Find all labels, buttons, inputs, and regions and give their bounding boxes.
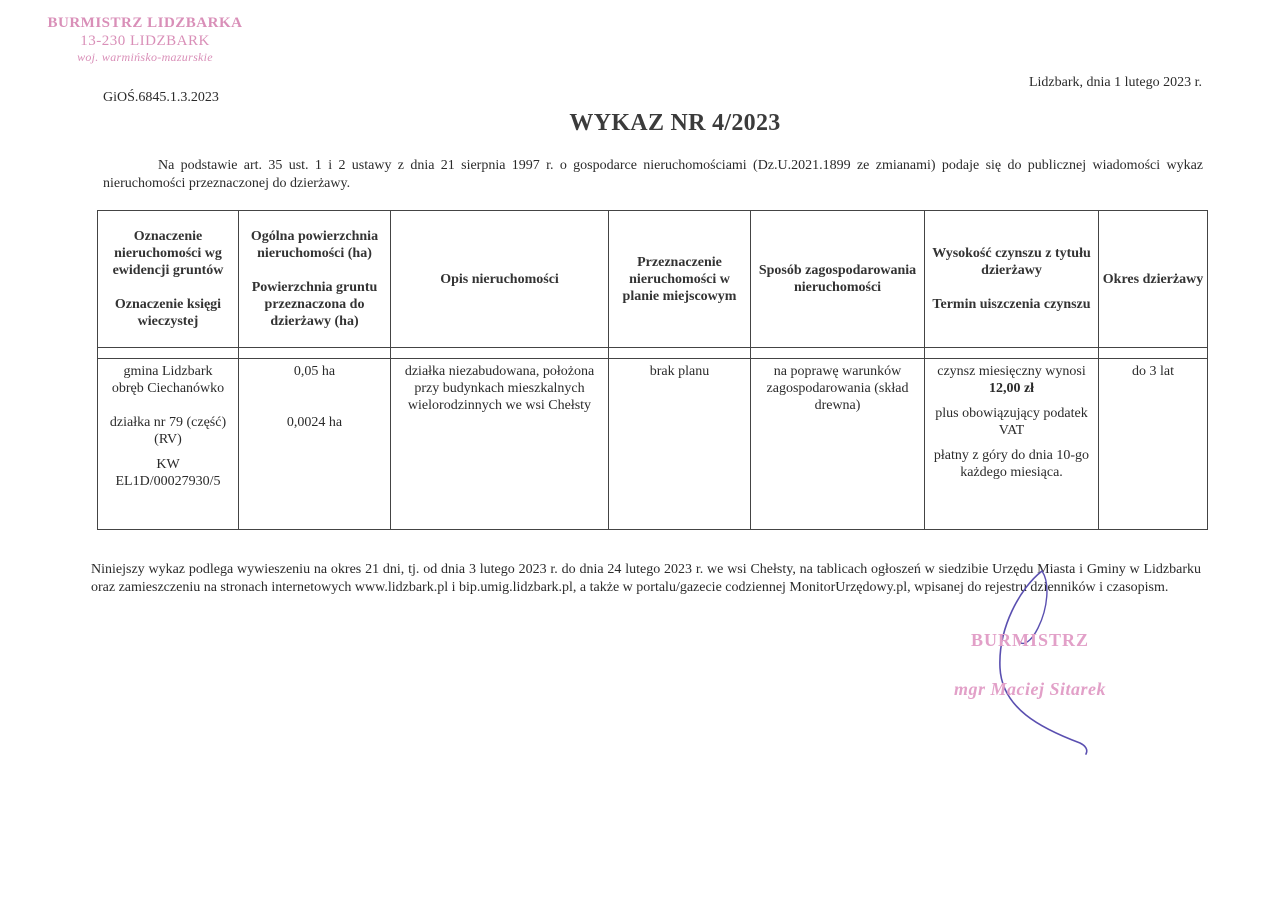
header-lease-period: Okres dzierżawy	[1099, 211, 1208, 348]
stamp-line-2: 13-230 LIDZBARK	[80, 33, 210, 49]
cell-description: działka niezabudowana, położona przy budynkach mieszkalnych wielorodzinnych we wsi Chełsty	[391, 359, 609, 530]
signature-stamp	[930, 630, 1130, 700]
cell-plan-purpose: brak planu	[609, 359, 751, 530]
cell-kw-label: KW	[156, 457, 180, 472]
cell-lease-period: do 3 lat	[1099, 359, 1208, 530]
header-cell-area	[239, 211, 391, 348]
header-lease-area: Powierzchnia gruntu przeznaczona do dzierżawy (ha)	[251, 280, 378, 329]
signatory-role: BURMISTRZ	[970, 630, 1090, 650]
document-title: WYKAZ NR 4/2023	[569, 110, 781, 136]
header-cell-land-designation	[98, 211, 239, 348]
stamp-line-1: BURMISTRZ LIDZBARKA	[47, 15, 243, 31]
table-row	[98, 359, 1208, 530]
table-spacer-row	[98, 348, 1208, 359]
cell-rent-vat: plus obowiązujący podatek VAT	[935, 406, 1088, 438]
cell-lease-area: 0,0024 ha	[286, 415, 343, 430]
cell-kw-number: EL1D/00027930/5	[115, 474, 221, 489]
cell-total-area: 0,05 ha	[293, 364, 336, 379]
stamp-line-3: woj. warmińsko-mazurskie	[77, 50, 213, 64]
header-land-use: Sposób zagospodarowania nieruchomości	[751, 211, 925, 348]
header-total-area: Ogólna powierzchnia nieruchomości (ha)	[250, 229, 379, 261]
intro-paragraph: Na podstawie art. 35 ust. 1 i 2 ustawy z dnia 21 sierpnia 1997 r. o gospodarce nieruchomościami (Dz.U.2021.1899 ze zmianami) podaje się do publicznej wiadomości wykaz nieruchomości przeznaczonej do dzierżawy.	[103, 158, 1203, 191]
property-table	[97, 210, 1208, 530]
header-plan-purpose: Przeznaczenie nieruchomości w planie miejscowym	[609, 211, 751, 348]
place-date: Lidzbark, dnia 1 lutego 2023 r.	[1028, 75, 1202, 90]
cell-rent-label: czynsz miesięczny wynosi	[937, 364, 1086, 379]
signatory-name: mgr Maciej Sitarek	[954, 679, 1106, 699]
cell-parcel: działka nr 79 (część) (RV)	[109, 415, 227, 447]
header-rent-deadline: Termin uiszczenia czynszu	[932, 297, 1091, 312]
header-land-registry: Oznaczenie nieruchomości wg ewidencji gruntów	[112, 229, 224, 278]
reference-number: GiOŚ.6845.1.3.2023	[103, 90, 219, 105]
office-stamp	[40, 14, 250, 64]
cell-land-designation	[98, 359, 239, 530]
header-land-book: Oznaczenie księgi wieczystej	[114, 297, 222, 329]
header-rent-amount: Wysokość czynszu z tytułu dzierżawy	[932, 246, 1091, 278]
header-cell-rent	[925, 211, 1099, 348]
header-description: Opis nieruchomości	[391, 211, 609, 348]
cell-rent	[925, 359, 1099, 530]
cell-rent-amount: 12,00 zł	[988, 381, 1035, 396]
cell-rent-deadline: płatny z góry do dnia 10-go każdego miesiąca.	[933, 448, 1090, 480]
cell-precinct: obręb Ciechanówko	[111, 381, 225, 396]
publication-note: Niniejszy wykaz podlega wywieszeniu na okres 21 dni, tj. od dnia 3 lutego 2023 r. do dnia 24 lutego 2023 r. we wsi Chełsty, na tablicach ogłoszeń w siedzibie Urzędu Miasta i Gminy w Lidzbarku oraz zamieszczeniu na stronach internetowych www.lidzbark.pl i bip.umig.lidzbark.pl, a także w portalu/gazecie codziennej MonitorUrzędowy.pl, wpisanej do rejestru dzienników i czasopism.	[91, 562, 1201, 595]
cell-commune: gmina Lidzbark	[123, 364, 213, 379]
cell-land-use: na poprawę warunków zagospodarowania (skład drewna)	[751, 359, 925, 530]
table-header-row	[98, 211, 1208, 348]
cell-area	[239, 359, 391, 530]
